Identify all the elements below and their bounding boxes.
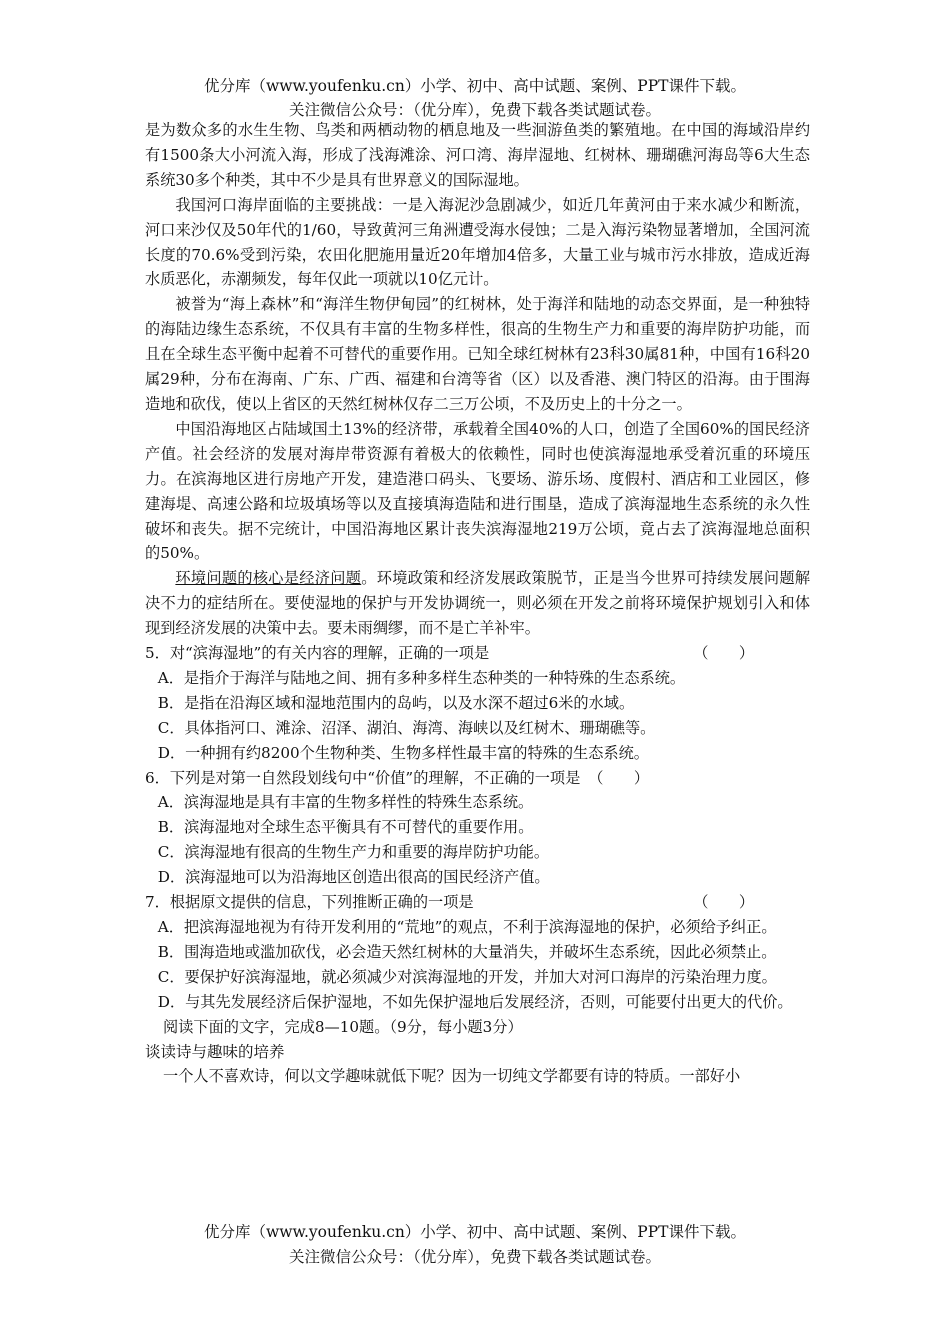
paragraph-challenges: 我国河口海岸面临的主要挑战：一是入海泥沙急剧减少，如近几年黄河由于来水减少和断流，河口来沙仅及50年代的1/60，导致黄河三角洲遭受海水侵蚀；二是入海污染物显著增加，全国河流长度的70.6%受到污染，农田化肥施用量近20年增加4倍多，大量工业与城市污水排放，造成近海水质恶化，赤潮频发，每年仅此一项就以10亿元计。 <box>145 195 810 289</box>
footer-line-2: 关注微信公众号：（优分库），免费下载各类试题试卷。 <box>288 1248 661 1266</box>
option-a: A．滨海湿地是具有丰富的生物多样性的特殊生态系统。 <box>157 793 534 812</box>
option-a: A．是指介于海洋与陆地之间、拥有多种多样生态种类的一种特殊的生态系统。 <box>157 668 686 687</box>
question-stem: 6．下列是对第一自然段划线句中“价值”的理解，不正确的一项是 <box>145 768 581 787</box>
option-b: B．围海造地或滥加砍伐，必会造天然红树林的大量消失，并破坏生态系统，因此必须禁止。 <box>157 942 777 961</box>
footer-line-1: 优分库（www.youfenku.cn）小学、初中、高中试题、案例、PPT课件下载。 <box>203 1223 747 1241</box>
paragraph-mangrove: 被誉为“海上森林”和“海洋生物伊甸园”的红树林，处于海洋和陆地的动态交界面，是一种独特的海陆边缘生态系统，不仅具有丰富的生物多样性，很高的生物生产力和重要的海岸防护功能，而且在全球生态平衡中起着不可替代的重要作用。已知全球红树林有23科30属81种，中国有16科20属29种，分布在海南、广东、广西、福建和台湾等省（区）以及香港、澳门特区的沿海。由于围海造地和砍伐，使以上省区的天然红树林仅存二三万公顷，不及历史上的十分之一。 <box>145 295 810 413</box>
question-5 <box>145 641 810 766</box>
option-b: B．滨海湿地对全球生态平衡具有不可替代的重要作用。 <box>157 818 534 837</box>
paragraph-core-problem <box>145 566 810 641</box>
option-b: B．是指在沿海区域和湿地范围内的岛屿，以及水深不超过6米的水域。 <box>157 693 635 712</box>
option-d: D．一种拥有约8200个生物种类、生物多样性最丰富的特殊的生态系统。 <box>157 743 649 762</box>
reading-instruction: 阅读下面的文字，完成8—10题。（9分，每小题3分） <box>163 1017 523 1036</box>
question-7 <box>145 890 810 1015</box>
document-body <box>145 118 810 1089</box>
header-line-2: 关注微信公众号：（优分库），免费下载各类试题试卷。 <box>288 101 661 119</box>
option-c: C．滨海湿地有很高的生物生产力和重要的海岸防护功能。 <box>157 843 550 862</box>
question-6 <box>145 766 810 891</box>
answer-paren: （ ） <box>693 893 754 912</box>
paragraph-continued: 是为数众多的水生生物、鸟类和两栖动物的栖息地及一些洄游鱼类的繁殖地。在中国的海域沿岸约有1500条大小河流入海，形成了浅海滩涂、河口湾、海岸湿地、红树林、珊瑚礁河海岛等6大生态系统30多个种类，其中不少是具有世界意义的国际湿地。 <box>145 121 810 189</box>
option-d: D．滨海湿地可以为沿海地区创造出很高的国民经济产值。 <box>157 868 550 887</box>
option-c: C．要保护好滨海湿地，就必须减少对滨海湿地的开发，并加大对河口海岸的污染治理力度。 <box>157 967 777 986</box>
option-c: C．具体指河口、滩涂、沼泽、湖泊、海湾、海峡以及红树木、珊瑚礁等。 <box>157 718 656 737</box>
answer-paren: （ ） <box>588 768 650 787</box>
question-stem: 7．根据原文提供的信息，下列推断正确的一项是 <box>145 893 474 912</box>
paragraph-coastal-economy: 中国沿海地区占陆域国土13%的经济带，承载着全国40%的人口，创造了全国60%的国民经济产值。社会经济的发展对海岸带资源有着极大的依赖性，同时也使滨海湿地承受着沉重的环境压力。在滨海地区进行房地产开发，建造港口码头、飞要场、游乐场、度假村、酒店和工业园区，修建海堤、高速公路和垃圾填场等以及直接填海造陆和进行围垦，造成了滨海湿地生态系统的永久性破坏和丧失。据不完统计，中国沿海地区累计丧失滨海湿地219万公顷，竟占去了滨海湿地总面积的50%。 <box>145 419 810 563</box>
header-line-1: 优分库（www.youfenku.cn）小学、初中、高中试题、案例、PPT课件下载。 <box>203 77 747 95</box>
question-stem: 5．对“滨海湿地”的有关内容的理解，正确的一项是 <box>145 644 490 663</box>
underlined-sentence: 环境问题的核心是经济问题 <box>175 569 362 588</box>
article-first-line: 一个人不喜欢诗，何以文学趣味就低下呢？因为一切纯文学都要有诗的特质。一部好小 <box>163 1067 741 1086</box>
option-a: A．把滨海湿地视为有待开发利用的“荒地”的观点，不利于滨海湿地的保护，必须给予纠正。 <box>157 918 777 936</box>
answer-paren: （ ） <box>693 644 754 663</box>
option-d: D．与其先发展经济后保护湿地，不如先保护湿地后发展经济，否则，可能要付出更大的代价。 <box>157 992 793 1011</box>
paragraph-core-problem-rest: 。环境政策和经济发展政策脱节，正是当今世界可持续发展问题解决不力的症结所在。要使湿地的保护与开发协调统一，则必须在开发之前将环境保护规划引入和体现到经济发展的决策中去。要未雨绸缪，而不是亡羊补牢。 <box>145 569 811 638</box>
article-title: 谈读诗与趣味的培养 <box>145 1042 285 1061</box>
